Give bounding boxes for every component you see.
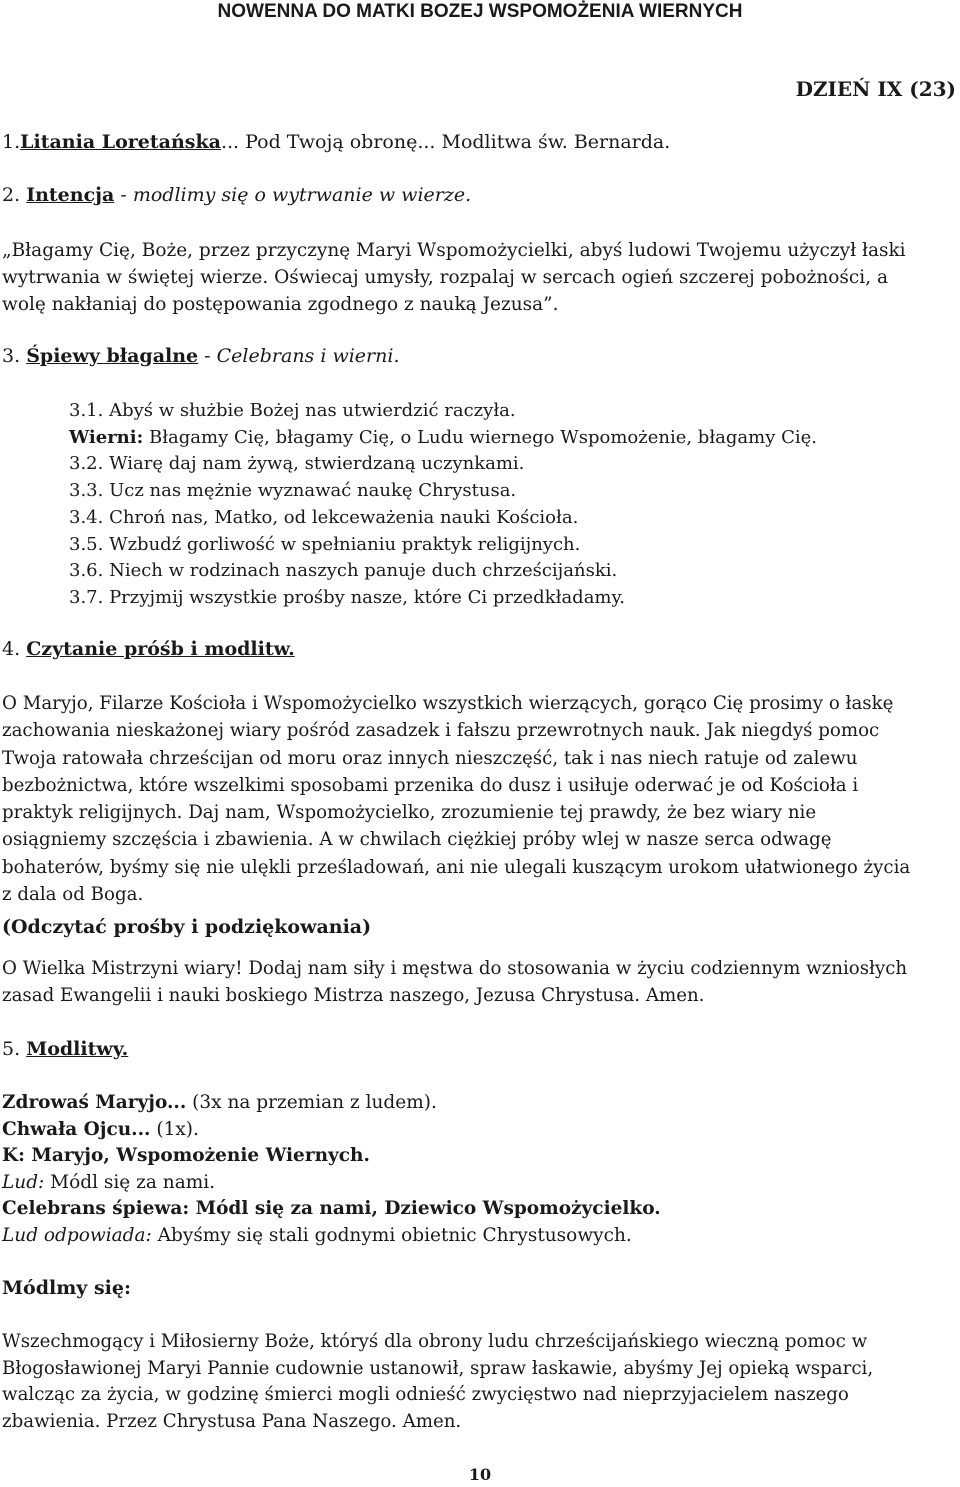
song-line: 3.6. Niech w rodzinach naszych panuje duch chrześcijański. <box>69 560 618 582</box>
hail-mary-title: Zdrowaś Maryjo... <box>2 1092 187 1113</box>
item-text: - modlimy się o wytrwanie w wierze. <box>114 184 472 206</box>
intention-link[interactable]: Intencja <box>26 184 115 206</box>
lud-response-label: Lud odpowiada: <box>2 1224 152 1246</box>
k-line: K: Maryjo, Wspomożenie Wiernych. <box>2 1145 370 1167</box>
text-line: bohaterów, byśmy się nie ulękli prześladowań, ani nie ulegali kuszącym urokom ułatwionego życia <box>2 856 911 878</box>
reading-link[interactable]: Czytanie próśb i modlitw. <box>26 638 295 660</box>
text-line: wolę nakłaniaj do postępowania zgodnego z nauką Jezusa”. <box>2 294 559 315</box>
item-number: 5. <box>2 1038 21 1060</box>
glory-note: (1x). <box>150 1118 199 1140</box>
text-line: walcząc za życia, w godzinę śmierci mogli odnieść zwycięstwo nad nieprzyjacielem naszego <box>2 1384 849 1406</box>
item-number: 2. <box>2 184 21 206</box>
text-line: wytrwania w świętej wierze. Oświecaj umysły, rozpalaj w sercach ogień szczerej pobożności, a <box>2 267 888 288</box>
prayer-maryjo <box>2 690 956 908</box>
prayers-link[interactable]: Modlitwy. <box>26 1038 129 1060</box>
glory-line <box>2 1117 661 1144</box>
text-line: O Maryjo, Filarze Kościoła i Wspomożycielko wszystkich wierzących, gorąco Cię prosimy o łaskę <box>2 693 894 714</box>
response-text: Błagamy Cię, błagamy Cię, o Ludu wiernego Wspomożenie, błagamy Cię. <box>143 426 818 448</box>
songs-link[interactable]: Śpiewy błagalne <box>26 345 199 367</box>
hail-mary-note: (3x na przemian z ludem). <box>186 1092 437 1113</box>
item-litany <box>2 130 670 154</box>
page-number: 10 <box>468 1465 492 1484</box>
text-line: Błogosławionej Maryi Pannie cudownie ustanowił, spraw łaskawie, abyśmy Jej opieką wsparci, <box>2 1357 874 1379</box>
text-line: Twoja ratowała chrześcijan od moru oraz innych nieszczęść, tak i nas niech ratuje od zalewu <box>2 747 858 769</box>
item-songs <box>2 344 399 368</box>
text-line: zachowania nieskażonej wiary pośród zasadzek i fałszu przewrotnych nauk. Jak niegdyś pomoc <box>2 720 880 742</box>
text-line: Wszechmogący i Miłosierny Boże, któryś dla obrony ludu chrześcijańskiego wieczną pomoc w <box>2 1331 868 1352</box>
song-line: 3.3. Ucz nas mężnie wyznawać naukę Chrystusa. <box>69 480 517 502</box>
response-label: Wierni: <box>69 426 144 448</box>
text-line: O Wielka Mistrzyni wiary! Dodaj nam siły i męstwa do stosowania w życiu codziennym wzniosłych <box>2 958 908 979</box>
item-text: Celebrans i wierni. <box>216 345 400 367</box>
text-line: osiągniemy szczęścia i zbawienia. A w chwilach ciężkiej próby wlej w nasze serca odwagę <box>2 829 832 851</box>
song-line: 3.1. Abyś w służbie Bożej nas utwierdzić raczyła. <box>69 400 516 421</box>
glory-title: Chwała Ojcu... <box>2 1118 151 1140</box>
song-line: 3.2. Wiarę daj nam żywą, stwierdzaną uczynkami. <box>69 453 525 475</box>
prayers-list <box>2 1090 661 1250</box>
let-us-pray-heading: Módlmy się: <box>2 1277 131 1299</box>
text-line: zbawienia. Przez Chrystusa Pana Naszego. Amen. <box>2 1411 462 1433</box>
page-header-title: NOWENNA DO MATKI BOZEJ WSPOMOŻENIA WIERNYCH <box>217 1 743 22</box>
lud-response-text: Abyśmy się stali godnymi obietnic Chrystusowych. <box>151 1224 632 1246</box>
lud-text: Módl się za nami. <box>44 1171 216 1193</box>
song-line: 3.4. Chroń nas, Matko, od lekceważenia nauki Kościoła. <box>69 506 579 528</box>
item-number: 4. <box>2 638 21 660</box>
hail-mary-line <box>2 1090 661 1117</box>
item-reading <box>2 637 295 661</box>
song-line: 3.7. Przyjmij wszystkie prośby nasze, które Ci przedkładamy. <box>69 586 625 608</box>
lud-response-line <box>2 1223 661 1250</box>
item-text: ... Pod Twoją obronę... Modlitwa św. Bernarda. <box>220 131 671 153</box>
text-line: „Błagamy Cię, Boże, przez przyczynę Maryi Wspomożycielki, abyś ludowi Twojemu użyczył łaski <box>2 240 906 261</box>
song-response <box>69 425 817 452</box>
item-prayers <box>2 1037 128 1061</box>
lud-line <box>2 1170 661 1197</box>
requests-heading: (Odczytać prośby i podziękowania) <box>2 916 372 938</box>
text-line: praktyk religijnych. Daj nam, Wspomożycielko, zrozumienie tej prawdy, że bez wiary nie <box>2 802 817 824</box>
text-line: zasad Ewangelii i nauki boskiego Mistrza naszego, Jezusa Chrystusa. Amen. <box>2 985 705 1007</box>
lud-label: Lud: <box>2 1171 45 1193</box>
intention-prayer <box>2 237 956 318</box>
text-line: bezbożnictwa, które wszelkimi sposobami przenika do dusz i usiłuje oderwać je od Kościoła i <box>2 774 859 796</box>
item-number: 1. <box>2 131 21 153</box>
litany-link[interactable]: Litania Loretańska <box>20 131 221 153</box>
text-line: z dala od Boga. <box>2 884 144 906</box>
prayer-mistrzyni <box>2 955 956 1010</box>
item-number: 3. <box>2 345 21 367</box>
item-dash: - <box>198 345 217 367</box>
song-line: 3.5. Wzbudź gorliwość w spełnianiu praktyk religijnych. <box>69 533 581 555</box>
songs-list <box>69 398 817 612</box>
item-intention <box>2 183 471 207</box>
final-prayer <box>2 1329 956 1436</box>
celebrans-line: Celebrans śpiewa: Módl się za nami, Dziewico Wspomożycielko. <box>2 1198 661 1220</box>
day-label: DZIEŃ IX (23) <box>795 77 956 101</box>
